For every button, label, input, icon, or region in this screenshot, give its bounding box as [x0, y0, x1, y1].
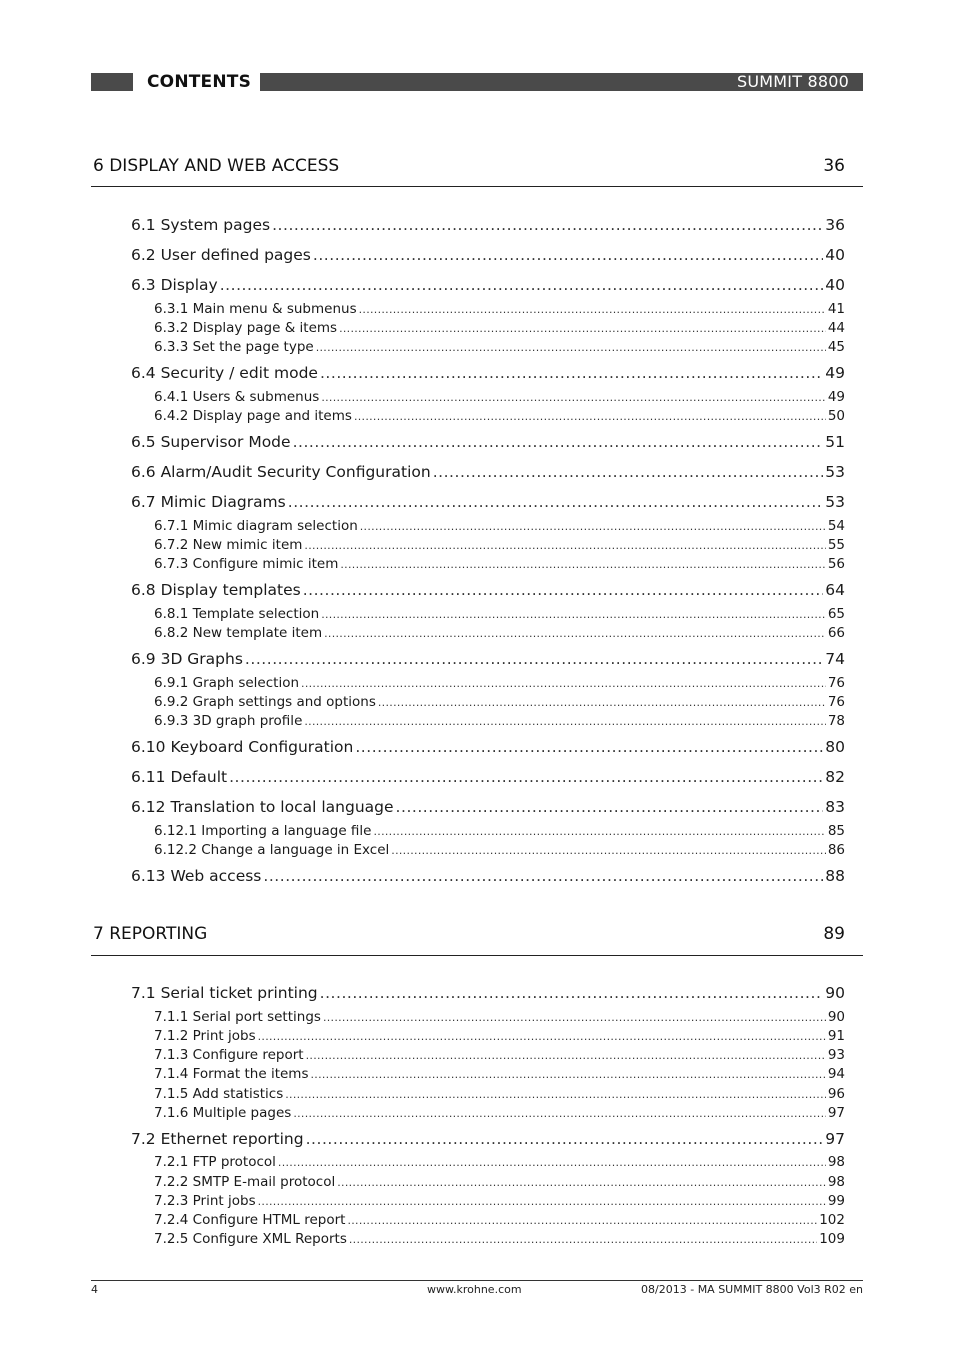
toc-leader [229, 767, 823, 787]
toc-subentry[interactable] [154, 1047, 845, 1064]
toc-entry-page: 49 [825, 364, 845, 382]
toc-entry-page: 64 [825, 581, 845, 599]
toc-leader [378, 694, 826, 711]
toc-subentry[interactable] [154, 339, 845, 356]
toc-entry[interactable] [131, 767, 845, 787]
toc-leader [321, 606, 826, 623]
toc-leader [316, 339, 826, 356]
toc-leader [360, 518, 826, 535]
toc-entry[interactable] [131, 983, 845, 1003]
toc-entry-page: 51 [825, 433, 845, 451]
toc-entry-title: 6.4 Security / edit mode [131, 364, 318, 382]
toc-leader [339, 320, 826, 337]
toc-leader [304, 537, 825, 554]
toc-entry-title: 6.4.2 Display page and items [154, 408, 352, 424]
toc-entry-title: 6.8 Display templates [131, 581, 301, 599]
header-bar-right [260, 73, 863, 91]
toc-entry-page: 96 [827, 1086, 845, 1102]
toc-entry[interactable] [131, 462, 845, 482]
toc-entry-page: 90 [825, 984, 845, 1002]
toc-entry-page: 97 [825, 1130, 845, 1148]
toc-leader [391, 842, 826, 859]
toc-entry-title: 7.2.2 SMTP E-mail protocol [154, 1174, 336, 1190]
toc-entry-title: 6.4.1 Users & submenus [154, 389, 320, 405]
toc-entry[interactable] [131, 649, 845, 669]
toc-entry-page: 86 [827, 842, 845, 858]
footer-website[interactable]: www.krohne.com [427, 1283, 522, 1296]
toc-leader [354, 408, 826, 425]
toc-entry-title: 7.1.5 Add statistics [154, 1086, 284, 1102]
toc-leader [304, 713, 825, 730]
toc-entry-page: 76 [827, 694, 845, 710]
header-product-name: SUMMIT 8800 [737, 72, 849, 91]
toc-entry[interactable] [131, 245, 845, 265]
toc-entry-title: 6.5 Supervisor Mode [131, 433, 291, 451]
toc-entry-title: 6.9.2 Graph settings and options [154, 694, 376, 710]
toc-entry-title: 6.2 User defined pages [131, 246, 311, 264]
toc-entry-title: 6.3.1 Main menu & submenus [154, 301, 357, 317]
toc-subentry[interactable] [154, 1028, 845, 1045]
toc-leader [306, 1047, 826, 1064]
toc-leader [220, 275, 824, 295]
header-bar-left [91, 73, 133, 91]
toc-entry-page: 49 [827, 389, 845, 405]
toc-entry-page: 74 [825, 650, 845, 668]
toc-leader [313, 245, 823, 265]
toc-leader [311, 1066, 826, 1083]
toc-entry-page: 65 [827, 606, 845, 622]
toc-subentry[interactable] [154, 556, 845, 573]
footer-page-number: 4 [91, 1283, 98, 1296]
toc-subentry[interactable] [154, 625, 845, 642]
toc-entry-page: 83 [825, 798, 845, 816]
toc-entry-title: 7.2.1 FTP protocol [154, 1154, 276, 1170]
header-section-title: CONTENTS [147, 72, 252, 92]
toc-subentry[interactable] [154, 389, 845, 406]
chapter-title: 6 DISPLAY AND WEB ACCESS [93, 156, 340, 176]
footer-doc-ref: 08/2013 - MA SUMMIT 8800 Vol3 R02 en [641, 1283, 863, 1296]
toc-leader [293, 1105, 826, 1122]
toc-entry-title: 7.1 Serial ticket printing [131, 984, 318, 1002]
toc-entry-title: 6.10 Keyboard Configuration [131, 738, 354, 756]
toc-entry-title: 6.1 System pages [131, 216, 271, 234]
toc-subentry[interactable] [154, 408, 845, 425]
toc-entry-title: 6.7.1 Mimic diagram selection [154, 518, 358, 534]
toc-leader [321, 389, 825, 406]
toc-leader [340, 556, 825, 573]
toc-entry[interactable] [131, 363, 845, 383]
toc-entry-page: 45 [827, 339, 845, 355]
chapter-heading [91, 924, 863, 956]
toc-subentry[interactable] [154, 823, 845, 840]
toc-entry-page: 40 [825, 246, 845, 264]
toc-leader [258, 1193, 826, 1210]
toc-leader [355, 737, 823, 757]
toc-entry-title: 6.9.3 3D graph profile [154, 713, 303, 729]
toc-entry-page: 36 [825, 216, 845, 234]
toc-leader [324, 625, 826, 642]
toc-leader [306, 1129, 824, 1149]
toc-leader [278, 1154, 826, 1171]
toc-leader [347, 1212, 817, 1229]
toc-entry[interactable] [131, 866, 845, 886]
toc-leader [301, 675, 826, 692]
toc-entry-title: 6.12 Translation to local language [131, 798, 394, 816]
toc-entry-page: 82 [825, 768, 845, 786]
toc-entry-title: 6.7.3 Configure mimic item [154, 556, 339, 572]
toc-entry-page: 98 [827, 1154, 845, 1170]
toc-leader [433, 462, 824, 482]
toc-leader [288, 492, 824, 512]
toc-subentry[interactable] [154, 1009, 845, 1026]
toc-leader [258, 1028, 826, 1045]
toc-entry-page: 97 [827, 1105, 845, 1121]
toc-entry-page: 91 [827, 1028, 845, 1044]
toc-entry-page: 66 [827, 625, 845, 641]
toc-subentry[interactable] [154, 842, 845, 859]
toc-entry-page: 40 [825, 276, 845, 294]
toc-entry-title: 7.2.3 Print jobs [154, 1193, 256, 1209]
toc-leader [359, 301, 826, 318]
toc-entry-title: 6.12.2 Change a language in Excel [154, 842, 390, 858]
toc-entry[interactable] [131, 275, 845, 295]
toc-entry-page: 99 [827, 1193, 845, 1209]
footer-divider [91, 1280, 863, 1281]
toc-entry-page: 98 [827, 1174, 845, 1190]
toc-entry-page: 88 [825, 867, 845, 885]
toc-entry-page: 50 [827, 408, 845, 424]
toc-entry-page: 109 [819, 1231, 845, 1247]
toc-subentry[interactable] [154, 1231, 845, 1248]
toc-entry[interactable] [131, 580, 845, 600]
toc-entry-page: 90 [827, 1009, 845, 1025]
toc-subentry[interactable] [154, 1086, 845, 1103]
toc-leader [320, 363, 823, 383]
toc-entry-page: 44 [827, 320, 845, 336]
toc-subentry[interactable] [154, 606, 845, 623]
toc-entry[interactable] [131, 797, 845, 817]
toc-subentry[interactable] [154, 1193, 845, 1210]
toc-leader [337, 1174, 826, 1191]
chapter-title: 7 REPORTING [93, 924, 208, 944]
toc-entry-page: 78 [827, 713, 845, 729]
toc-subentry[interactable] [154, 1154, 845, 1171]
toc-subentry[interactable] [154, 675, 845, 692]
toc-subentry[interactable] [154, 1212, 845, 1229]
toc-entry-title: 6.9 3D Graphs [131, 650, 243, 668]
toc-subentry[interactable] [154, 320, 845, 337]
toc-entry-title: 6.3 Display [131, 276, 218, 294]
toc-entry[interactable] [131, 492, 845, 512]
toc-entry-page: 94 [827, 1066, 845, 1082]
toc-entry-title: 6.3.3 Set the page type [154, 339, 314, 355]
toc-entry-page: 53 [825, 493, 845, 511]
toc-leader [263, 866, 823, 886]
toc-entry-title: 7.1.3 Configure report [154, 1047, 304, 1063]
toc-subentry[interactable] [154, 1174, 845, 1191]
toc-subentry[interactable] [154, 537, 845, 554]
toc-entry[interactable] [131, 432, 845, 452]
toc-leader [323, 1009, 826, 1026]
toc-entry-title: 6.7 Mimic Diagrams [131, 493, 286, 511]
chapter-page: 36 [823, 156, 845, 176]
toc-entry-title: 6.7.2 New mimic item [154, 537, 303, 553]
toc-leader [303, 580, 824, 600]
toc-entry-page: 76 [827, 675, 845, 691]
toc-entry-page: 53 [825, 463, 845, 481]
toc-entry-page: 80 [825, 738, 845, 756]
toc-entry[interactable] [131, 1129, 845, 1149]
toc-entry[interactable] [131, 215, 845, 235]
toc-entry-page: 41 [827, 301, 845, 317]
toc-entry-title: 6.3.2 Display page & items [154, 320, 338, 336]
toc-entry-title: 7.2 Ethernet reporting [131, 1130, 304, 1148]
toc-entry-page: 102 [819, 1212, 845, 1228]
toc-entry-title: 6.12.1 Importing a language file [154, 823, 372, 839]
toc-entry-title: 7.1.6 Multiple pages [154, 1105, 292, 1121]
chapter-page: 89 [823, 924, 845, 944]
toc-entry-title: 6.9.1 Graph selection [154, 675, 300, 691]
toc-leader [349, 1231, 817, 1248]
toc-entry-title: 6.13 Web access [131, 867, 262, 885]
toc-leader [293, 432, 824, 452]
toc-entry-title: 7.1.4 Format the items [154, 1066, 309, 1082]
toc-leader [396, 797, 824, 817]
toc-entry-title: 6.8.1 Template selection [154, 606, 320, 622]
toc-entry-title: 7.2.4 Configure HTML report [154, 1212, 346, 1228]
toc-subentry[interactable] [154, 1105, 845, 1122]
toc-leader [285, 1086, 826, 1103]
toc-subentry[interactable] [154, 518, 845, 535]
toc-leader [373, 823, 825, 840]
toc-leader [272, 215, 823, 235]
toc-subentry[interactable] [154, 713, 845, 730]
toc-subentry[interactable] [154, 1066, 845, 1083]
toc-entry-title: 7.1.1 Serial port settings [154, 1009, 321, 1025]
toc-leader [320, 983, 824, 1003]
toc-subentry[interactable] [154, 694, 845, 711]
toc-entry-page: 93 [827, 1047, 845, 1063]
toc-entry-page: 56 [827, 556, 845, 572]
chapter-heading [91, 156, 863, 187]
toc-entry-title: 6.11 Default [131, 768, 228, 786]
toc-entry-title: 7.2.5 Configure XML Reports [154, 1231, 347, 1247]
toc-leader [245, 649, 823, 669]
toc-entry[interactable] [131, 737, 845, 757]
toc-entry-title: 7.1.2 Print jobs [154, 1028, 256, 1044]
toc-subentry[interactable] [154, 301, 845, 318]
toc-entry-page: 55 [827, 537, 845, 553]
toc-entry-title: 6.6 Alarm/Audit Security Configuration [131, 463, 431, 481]
toc-entry-page: 85 [827, 823, 845, 839]
toc-entry-title: 6.8.2 New template item [154, 625, 323, 641]
toc-entry-page: 54 [827, 518, 845, 534]
